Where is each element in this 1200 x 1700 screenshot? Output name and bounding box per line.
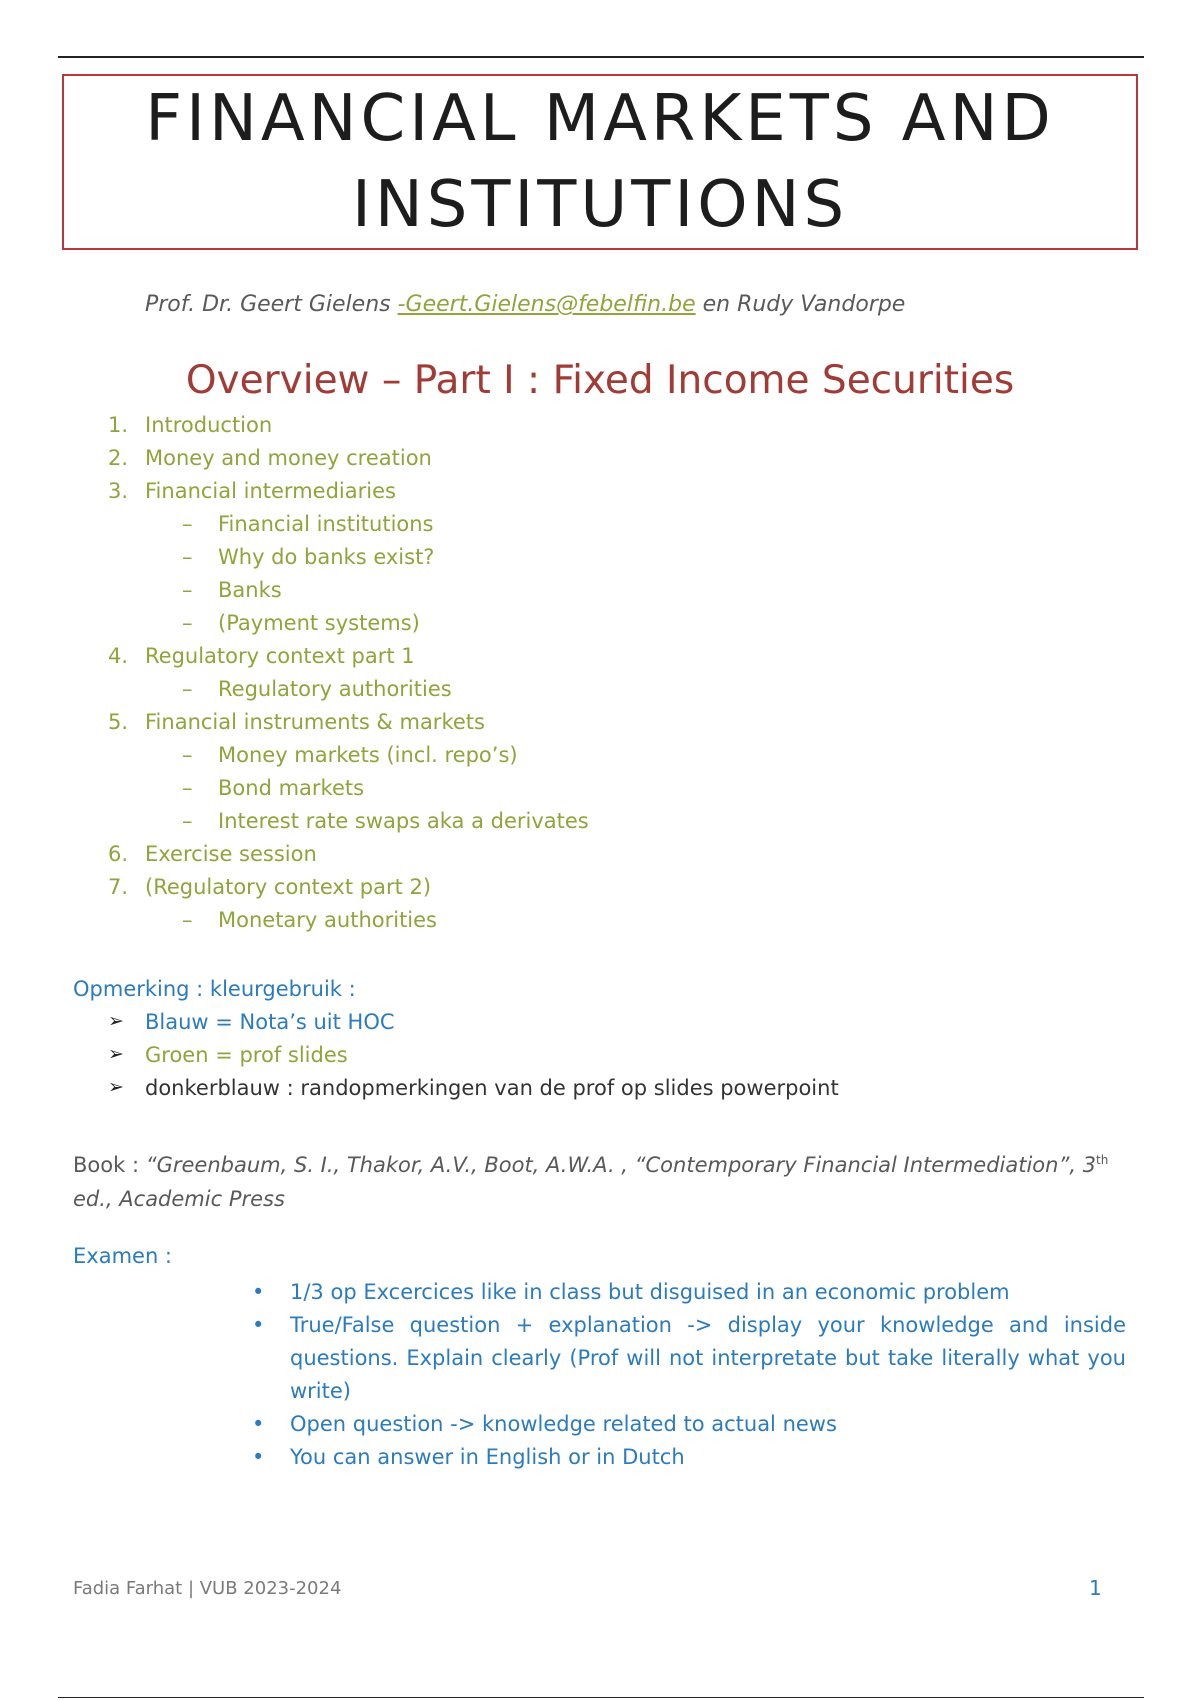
toc-number: 6. — [108, 842, 129, 866]
toc-subtext: Interest rate swaps aka a derivates — [218, 809, 589, 833]
note-text-green: Groen = prof slides — [145, 1043, 348, 1067]
toc-subtext: Monetary authorities — [218, 908, 438, 932]
exam-item-text: You can answer in English or in Dutch — [290, 1445, 685, 1469]
book-edition-sup: th — [1096, 1153, 1109, 1167]
book-reference — [73, 1143, 1133, 1216]
authors-prefix: Prof. Dr. Geert Gielens — [145, 292, 398, 317]
exam-item-text: True/False question + explanation -> display your knowledge and inside questions. Explain clearly (Prof will not interpretate but take literally what you write) — [290, 1313, 1126, 1403]
toc-number: 5. — [108, 710, 129, 734]
bullet-icon: • — [252, 1313, 265, 1337]
toc-text: Regulatory context part 1 — [145, 644, 415, 668]
toc-number: 1. — [108, 413, 129, 437]
dash-marker: – — [182, 677, 193, 701]
page-number: 1 — [1089, 1576, 1102, 1600]
overview-heading: Overview – Part I : Fixed Income Securities — [185, 358, 1015, 403]
exam-item-text: 1/3 op Excercices like in class but disguised in an economic problem — [290, 1280, 1010, 1304]
footer-author: Fadia Farhat | VUB 2023-2024 — [73, 1578, 342, 1599]
toc-subtext: Regulatory authorities — [218, 677, 452, 701]
arrow-bullet-icon: ➢ — [108, 1076, 124, 1098]
dash-marker: – — [182, 611, 193, 635]
toc-subtext: Bond markets — [218, 776, 365, 800]
list-item — [250, 1441, 1126, 1474]
dash-marker: – — [182, 743, 193, 767]
title-box — [62, 74, 1138, 250]
book-citation: “Greenbaum, S. I., Thakor, A.V., Boot, A.W.A. , “Contemporary Financial Intermediation”, 3 — [145, 1153, 1097, 1177]
title-line-2: INSTITUTIONS — [351, 168, 849, 242]
toc-number: 3. — [108, 479, 129, 503]
exam-heading: Examen : — [73, 1244, 173, 1268]
toc-text: (Regulatory context part 2) — [145, 875, 432, 899]
bullet-icon: • — [252, 1445, 265, 1469]
dash-marker: – — [182, 512, 193, 536]
list-item — [250, 1408, 1126, 1441]
toc-subtext: (Payment systems) — [218, 611, 420, 635]
book-edition: ed., Academic Press — [73, 1187, 285, 1211]
toc-subtext: Financial institutions — [218, 512, 434, 536]
toc-subtext: Money markets (incl. repo’s) — [218, 743, 518, 767]
dash-marker: – — [182, 809, 193, 833]
note-text-blue: Blauw = Nota’s uit HOC — [145, 1010, 395, 1034]
exam-item-text: Open question -> knowledge related to actual news — [290, 1412, 837, 1436]
book-label: Book : — [73, 1153, 146, 1177]
toc-text: Exercise session — [145, 842, 317, 866]
arrow-bullet-icon: ➢ — [108, 1010, 124, 1032]
toc-text: Introduction — [145, 413, 273, 437]
bullet-icon: • — [252, 1412, 265, 1436]
dash-marker: – — [182, 545, 193, 569]
arrow-bullet-icon: ➢ — [108, 1043, 124, 1065]
dash-marker: – — [182, 578, 193, 602]
dash-marker: – — [182, 908, 193, 932]
list-item — [250, 1276, 1126, 1309]
bullet-icon: • — [252, 1280, 265, 1304]
color-note-heading: Opmerking : kleurgebruik : — [73, 977, 356, 1001]
toc-number: 2. — [108, 446, 129, 470]
authors-suffix: en Rudy Vandorpe — [695, 292, 906, 317]
title-line-1: FINANCIAL MARKETS AND — [145, 82, 1055, 156]
email-link[interactable]: -Geert.Gielens@febelfin.be — [397, 292, 696, 317]
toc-number: 7. — [108, 875, 129, 899]
toc-text: Money and money creation — [145, 446, 432, 470]
list-item — [250, 1309, 1126, 1408]
toc-number: 4. — [108, 644, 129, 668]
note-text-dark: donkerblauw : randopmerkingen van de prof op slides powerpoint — [145, 1076, 839, 1100]
dash-marker: – — [182, 776, 193, 800]
bottom-rule — [58, 1697, 1144, 1698]
toc-subtext: Why do banks exist? — [218, 545, 435, 569]
toc-text: Financial instruments & markets — [145, 710, 485, 734]
top-rule — [58, 56, 1144, 58]
toc-subtext: Banks — [218, 578, 282, 602]
toc-text: Financial intermediaries — [145, 479, 396, 503]
exam-list — [250, 1276, 1126, 1474]
authors-line — [145, 292, 905, 317]
